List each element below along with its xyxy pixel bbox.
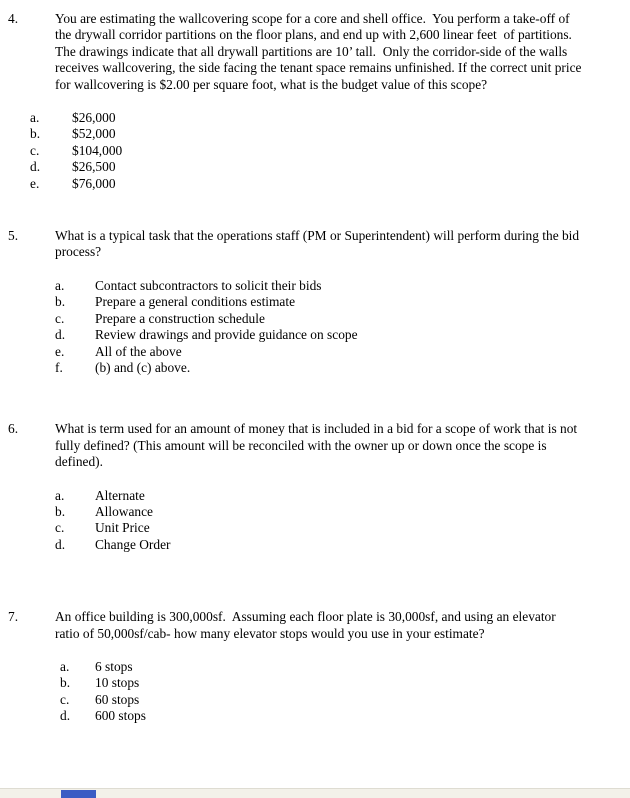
horizontal-scrollbar[interactable] [0,788,630,798]
option-letter: c. [55,310,65,326]
question-text: What is a typical task that the operations staff (PM or Superintendent) will perform during the bid process? [55,228,583,260]
option-text: Review drawings and provide guidance on scope [95,327,358,343]
option-letter: c. [60,691,70,707]
option-row [60,675,622,691]
option-text: 60 stops [95,691,140,707]
option-letter: b. [30,126,41,142]
option-text: Alternate [95,487,145,503]
option-text: All of the above [95,343,182,359]
option-text: Contact subcontractors to solicit their bids [95,277,322,293]
option-row [60,692,622,708]
options-list [55,278,622,376]
option-letter: f. [55,359,63,375]
options-list [30,110,622,192]
options-list [60,659,622,725]
option-text: Change Order [95,536,171,552]
question-number: 5. [8,228,19,244]
option-row [55,520,622,536]
option-row [55,488,622,504]
question-number: 7. [8,609,19,625]
option-letter: d. [55,327,66,343]
option-letter: a. [55,277,65,293]
option-letter: b. [55,503,66,519]
question-block-4 [8,11,622,192]
option-letter: a. [55,487,65,503]
question-block-7 [8,609,622,724]
option-letter: c. [55,520,65,536]
option-row [60,708,622,724]
option-text: $104,000 [72,142,123,158]
option-text: Unit Price [95,520,150,536]
option-row [30,176,622,192]
option-text: 6 stops [95,658,133,674]
option-text: Prepare a construction schedule [95,310,265,326]
option-text: $26,000 [72,110,116,126]
option-letter: e. [30,175,40,191]
scrollbar-thumb[interactable] [61,790,96,798]
option-row [55,311,622,327]
question-text: An office building is 300,000sf. Assuming each floor plate is 30,000sf, and using an elevator ratio of 50,000sf/cab- how many elevator stops would you use in your estimate? [55,609,560,641]
option-row [30,126,622,142]
option-row [60,659,622,675]
option-letter: b. [60,675,71,691]
option-row [55,344,622,360]
option-letter: d. [55,536,66,552]
option-text: Allowance [95,503,154,519]
option-text: $26,500 [72,159,116,175]
question-text: What is term used for an amount of money that is included in a bid for a scope of work that is not fully defined? (This amount will be reconciled with the owner up or down once the scope is defined). [55,421,581,470]
option-row [30,159,622,175]
option-text: $52,000 [72,126,116,142]
option-letter: c. [30,142,40,158]
option-row [30,110,622,126]
option-row [55,537,622,553]
option-letter: e. [55,343,65,359]
option-letter: a. [30,110,40,126]
option-letter: d. [30,159,41,175]
question-number: 4. [8,11,19,26]
option-text: Prepare a general conditions estimate [95,294,296,310]
option-text: 10 stops [95,675,140,691]
option-letter: d. [60,708,71,724]
option-row [55,278,622,294]
option-row [55,504,622,520]
option-row [30,143,622,159]
question-text: You are estimating the wallcovering scope for a core and shell office. You perform a take-off of the drywall corridor partitions on the floor plans, and end up with 2,600 linear feet of partitions. The drawings indicate that all drywall partitions are 10’ tall. Only the corridor-side of the walls receives wallcovering, the side facing the tenant space remains unfinished. If the correct unit price for wallcovering is $2.00 per square foot, what is the budget value of this scope? [55,11,585,92]
option-row [55,360,622,376]
options-list [55,488,622,554]
option-text: (b) and (c) above. [95,359,191,375]
option-letter: a. [60,658,70,674]
option-row [55,294,622,310]
question-block-5 [8,228,622,376]
option-letter: b. [55,294,66,310]
option-text: $76,000 [72,175,116,191]
option-text: 600 stops [95,708,146,724]
option-row [55,327,622,343]
question-number: 6. [8,421,19,437]
question-block-6 [8,421,622,553]
